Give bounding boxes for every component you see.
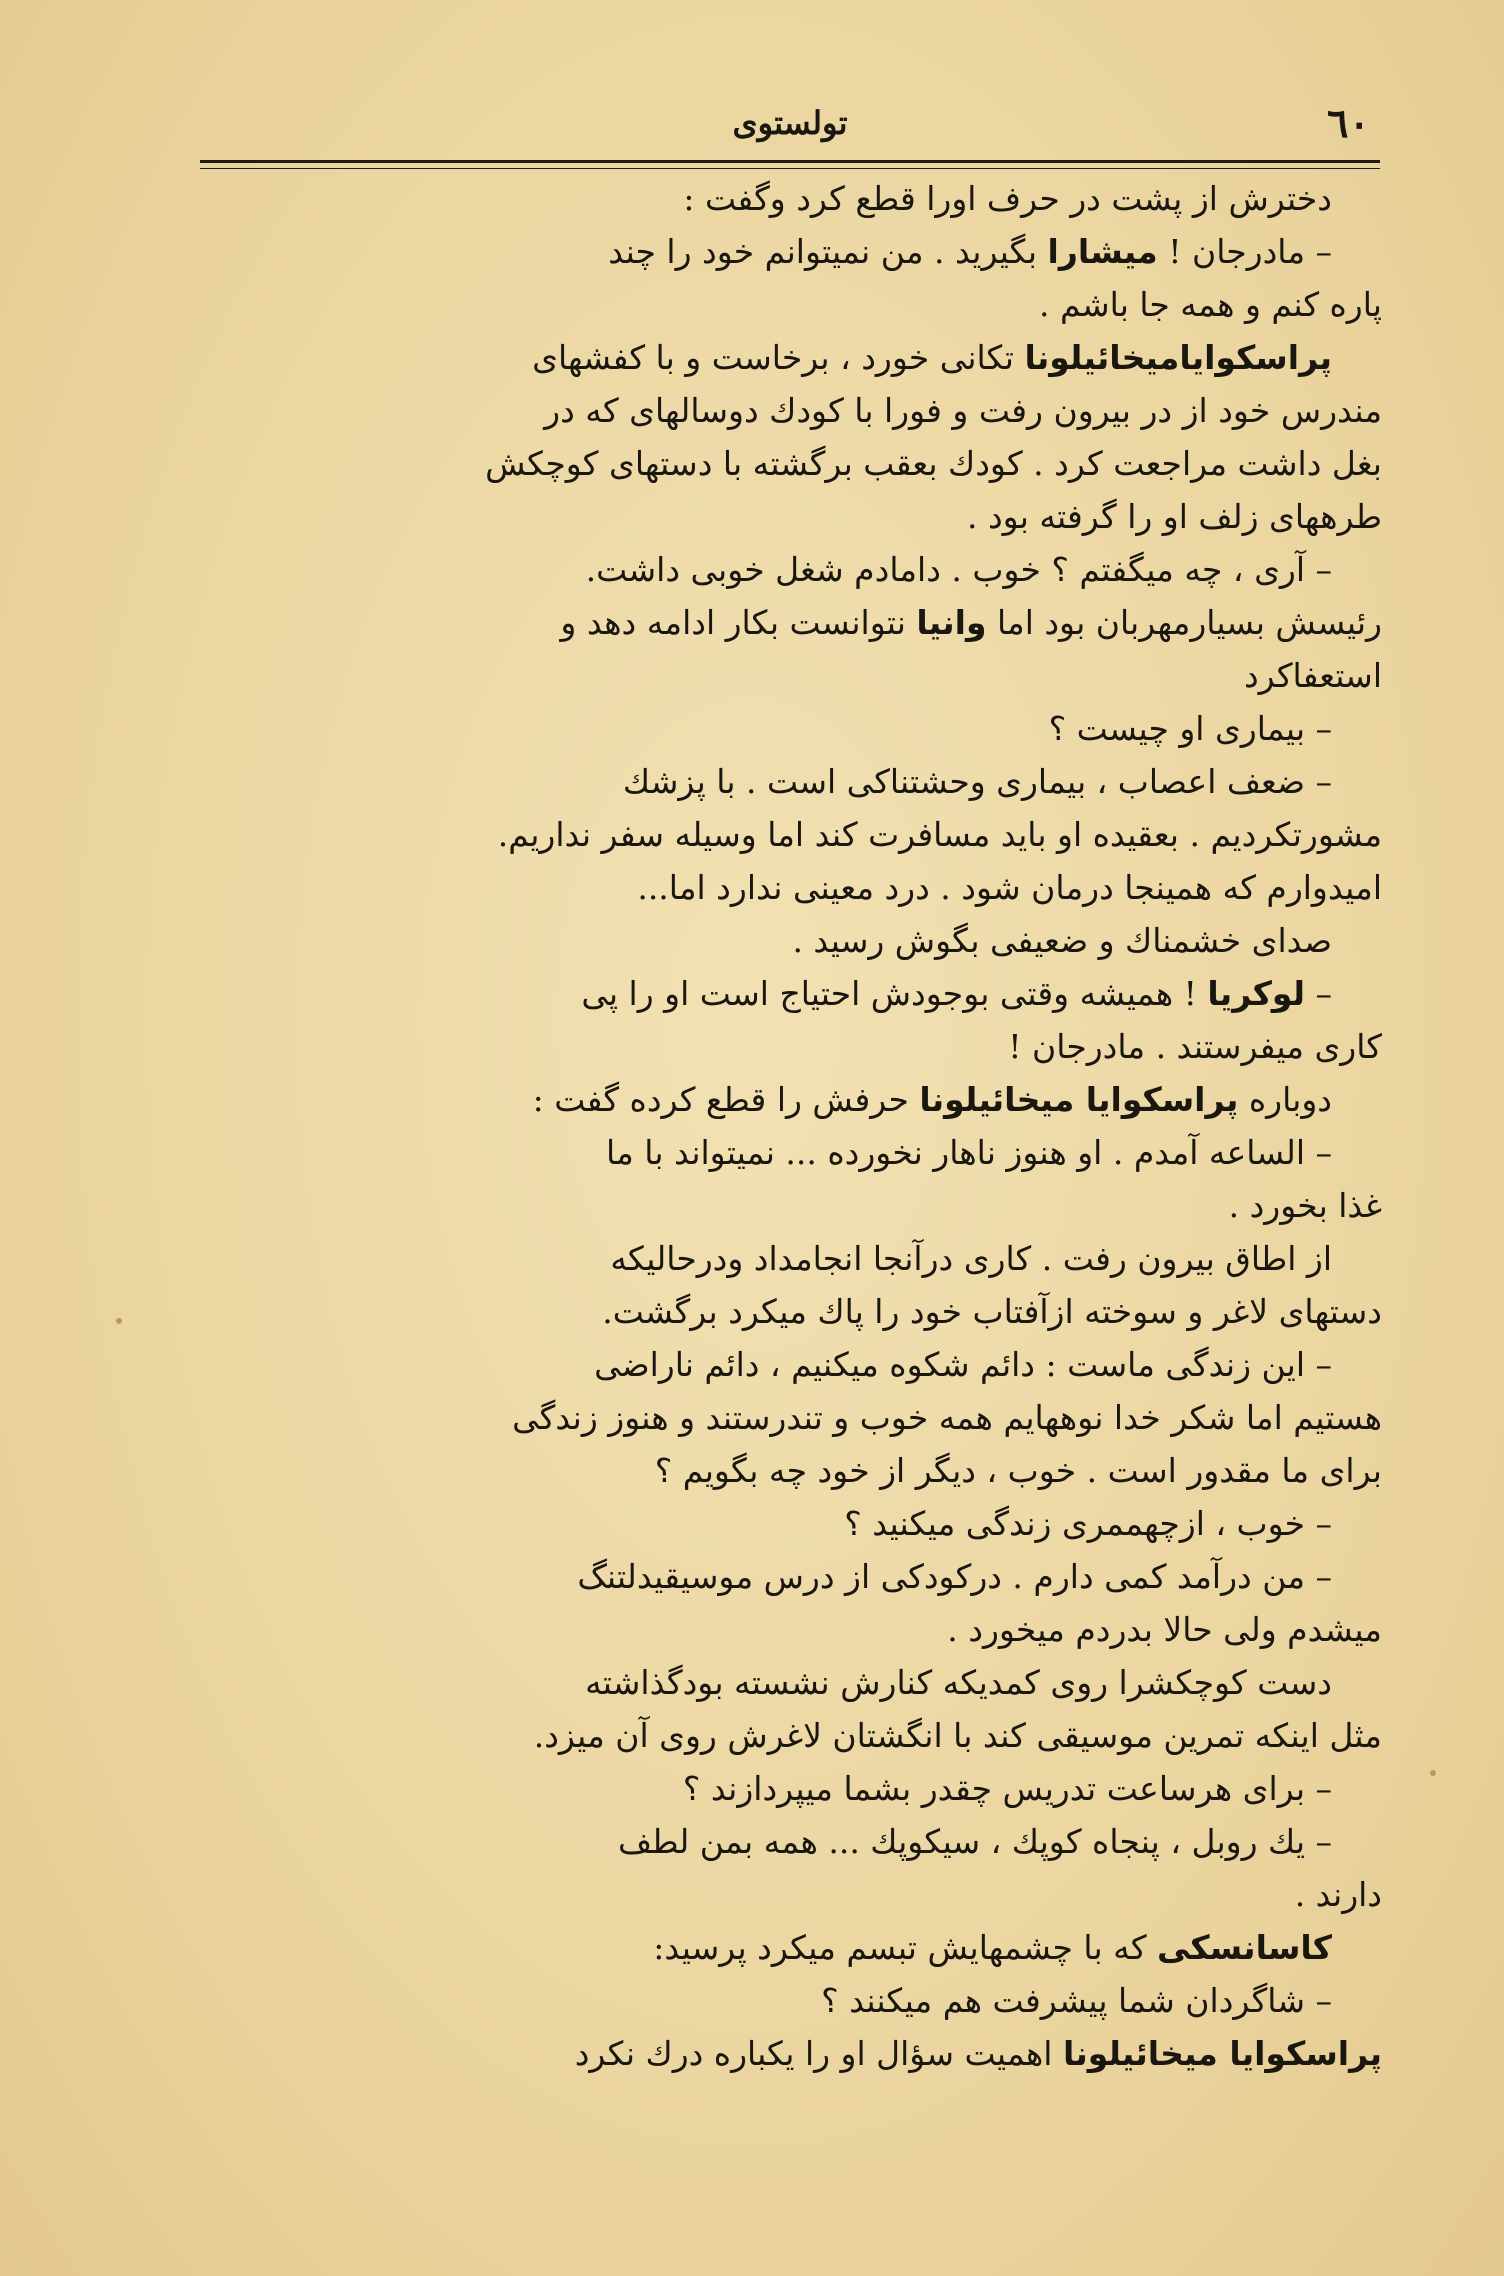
text-segment: دارند . <box>1294 1875 1382 1914</box>
text-segment: – برای هرساعت تدریس چقدر بشما میپردازند ؟ <box>682 1769 1332 1808</box>
text-segment: دوباره <box>1238 1080 1332 1119</box>
text-line <box>196 490 1382 543</box>
text-segment: – آری ، چه میگفتم ؟ خوب . دامادم شغل خوبی داشت. <box>585 550 1332 589</box>
character-name: لوکریا <box>1207 974 1305 1013</box>
text-line <box>196 1868 1382 1921</box>
text-line <box>196 384 1382 437</box>
text-line <box>196 1020 1382 1073</box>
text-segment: – ضعف اعصاب ، بیماری وحشتناکی است . با پزشك <box>622 762 1332 801</box>
text-line <box>196 1285 1382 1338</box>
text-segment: هستیم اما شکر خدا نوههایم همه خوب و تندرستند و هنوز زندگی <box>512 1398 1382 1437</box>
text-line <box>196 596 1382 649</box>
text-segment: مشورتکردیم . بعقیده او باید مسافرت کند اما وسیله سفر نداریم. <box>497 815 1382 854</box>
text-segment: مثل اینکه تمرین موسیقی کند با انگشتان لاغرش روی آن میزد. <box>533 1716 1382 1755</box>
text-segment: پاره کنم و همه جا باشم . <box>1039 285 1382 324</box>
text-segment: مندرس خود از در بیرون رفت و فورا با کودك دوسالهای که در <box>544 391 1382 430</box>
text-segment: – یك روبل ، پنجاه کوپك ، سیکوپك ... همه بمن لطف <box>618 1822 1332 1861</box>
page-number: ٦٠ <box>1327 100 1370 147</box>
text-segment: دست کوچکشرا روی کمدیکه کنارش نشسته بودگذاشته <box>585 1663 1332 1702</box>
character-name: پراسکوایا میخائیلونا <box>919 1080 1239 1119</box>
body-text <box>196 172 1382 2080</box>
text-line <box>196 1497 1382 1550</box>
text-segment: که با چشمهایش تبسم میکرد پرسید: <box>653 1928 1158 1967</box>
text-segment: صدای خشمناك و ضعیفی بگوش رسید . <box>792 921 1332 960</box>
text-line <box>196 225 1382 278</box>
paper-speck <box>116 1318 122 1324</box>
text-segment: نتوانست بکار ادامه دهد و <box>560 603 917 642</box>
text-line <box>196 914 1382 967</box>
text-segment: دستهای لاغر و سوخته ازآفتاب خود را پاك میکرد برگشت. <box>602 1292 1382 1331</box>
text-line <box>196 172 1382 225</box>
text-line <box>196 1550 1382 1603</box>
character-name: میشارا <box>1047 232 1158 271</box>
text-segment: – خوب ، ازچهممری زندگی میکنید ؟ <box>844 1504 1332 1543</box>
text-segment: – بیماری او چیست ؟ <box>1048 709 1332 748</box>
text-line <box>196 1603 1382 1656</box>
text-segment: دخترش از پشت در حرف اورا قطع کرد وگفت : <box>683 179 1332 218</box>
text-line <box>196 1073 1382 1126</box>
page-header <box>200 100 1380 160</box>
header-rule <box>200 160 1380 163</box>
text-line <box>196 437 1382 490</box>
text-line <box>196 755 1382 808</box>
character-name: پراسکوایامیخائیلونا <box>1024 338 1332 377</box>
text-segment: تکانی خورد ، برخاست و با کفشهای <box>532 338 1025 377</box>
text-segment: امیدوارم که همینجا درمان شود . درد معینی ندارد اما... <box>637 868 1382 907</box>
text-line <box>196 1921 1382 1974</box>
text-segment: اهمیت سؤال او را یکباره درك نکرد <box>574 2034 1063 2073</box>
text-line <box>196 1338 1382 1391</box>
text-line <box>196 808 1382 861</box>
text-line <box>196 1762 1382 1815</box>
text-line <box>196 2027 1382 2080</box>
text-segment: طرههای زلف او را گرفته بود . <box>966 497 1382 536</box>
text-line <box>196 1444 1382 1497</box>
text-line <box>196 543 1382 596</box>
text-segment: – <box>1305 974 1332 1013</box>
text-line <box>196 702 1382 755</box>
text-line <box>196 861 1382 914</box>
text-segment: رئیسش بسیارمهربان بود اما <box>986 603 1382 642</box>
character-name: کاسانسکی <box>1157 1928 1332 1967</box>
text-segment: – الساعه آمدم . او هنوز ناهار نخورده ... نمیتواند با ما <box>606 1133 1332 1172</box>
text-segment: استعفاکرد <box>1243 656 1382 695</box>
text-segment: غذا بخورد . <box>1228 1186 1382 1225</box>
text-line <box>196 1656 1382 1709</box>
character-name: پراسکوایا میخائیلونا <box>1062 2034 1382 2073</box>
paper-speck <box>1430 1770 1436 1776</box>
text-line <box>196 1232 1382 1285</box>
text-line <box>196 278 1382 331</box>
text-line <box>196 1391 1382 1444</box>
text-segment: بگیرید . من نمیتوانم خود را چند <box>608 232 1048 271</box>
text-segment: – مادرجان ! <box>1157 232 1332 271</box>
text-segment: برای ما مقدور است . خوب ، دیگر از خود چه بگویم ؟ <box>654 1451 1382 1490</box>
text-line <box>196 967 1382 1020</box>
text-segment: کاری میفرستند . مادرجان ! <box>1008 1027 1382 1066</box>
text-line <box>196 1709 1382 1762</box>
text-line <box>196 1815 1382 1868</box>
text-segment: – شاگردان شما پیشرفت هم میکنند ؟ <box>821 1981 1332 2020</box>
running-title: تولستوی <box>732 104 848 142</box>
text-segment: بغل داشت مراجعت کرد . کودك بعقب برگشته با دستهای کوچکش <box>485 444 1382 483</box>
text-line <box>196 1179 1382 1232</box>
character-name: وانیا <box>916 603 987 642</box>
text-segment: میشدم ولی حالا بدردم میخورد . <box>947 1610 1382 1649</box>
text-segment: – من درآمد کمی دارم . درکودکی از درس موسیقیدلتنگ <box>577 1557 1332 1596</box>
text-segment: ! همیشه وقتی بوجودش احتیاج است او را پی <box>581 974 1208 1013</box>
text-line <box>196 331 1382 384</box>
text-line <box>196 1126 1382 1179</box>
header-rule-thin <box>200 168 1380 169</box>
text-segment: – این زندگی ماست : دائم شکوه میکنیم ، دائم ناراضی <box>594 1345 1332 1384</box>
text-line <box>196 649 1382 702</box>
text-segment: حرفش را قطع کرده گفت : <box>532 1080 920 1119</box>
text-segment: از اطاق بیرون رفت . کاری درآنجا انجامداد ودرحالیکه <box>610 1239 1332 1278</box>
text-line <box>196 1974 1382 2027</box>
